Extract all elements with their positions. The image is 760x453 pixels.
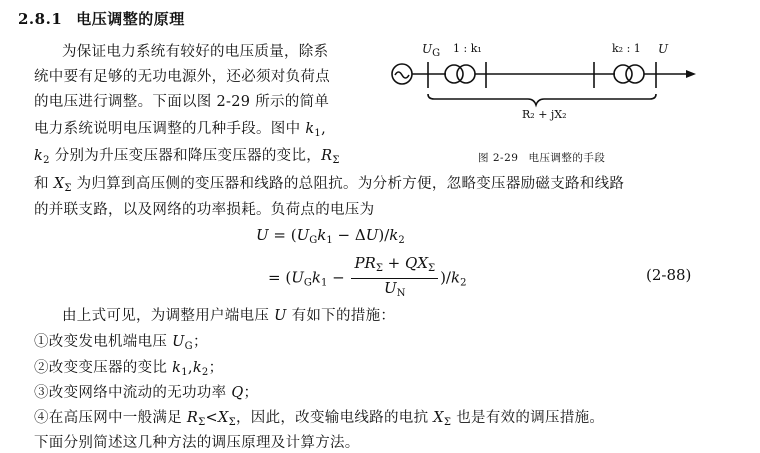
para1-line-7: 的并联支路，以及网络的功率损耗。负荷点的电压为 xyxy=(34,202,375,218)
label-ug: $U_G$ xyxy=(422,42,441,59)
impedance-brace xyxy=(428,94,656,105)
figure-caption xyxy=(478,150,615,165)
symbol-k2: $k_2$ xyxy=(34,148,50,166)
para1-line-1: 为保证电力系统有较好的电压质量，除系 xyxy=(62,44,329,60)
caption-text: 电压调整的手段 xyxy=(528,152,606,164)
label-ratio-2: k₂ : 1 xyxy=(612,42,641,55)
equation-fraction: $\frac{PR_\Sigma + QX_\Sigma}{U_N}$ xyxy=(351,254,438,303)
equation-number: (2-88) xyxy=(646,266,692,284)
para1-line-4-text: 电力系统说明电压调整的几种手段。图中 xyxy=(34,121,301,137)
label-impedance: R₂ + jX₂ xyxy=(522,108,567,121)
para1-line-4: 电力系统说明电压调整的几种手段。图中 $k_1$, xyxy=(34,121,327,139)
equation-line-2: = ($U_Gk_1$ − $\frac{PR_\Sigma + QX_\Sigma}{U_N}$ )$/k_2$ xyxy=(268,254,466,303)
para1-line-2: 统中要有足够的无功电源外，还必须对负荷点 xyxy=(34,69,330,85)
equation-line-1: $U = (U_Gk_1 - \Delta U)/k_2$ xyxy=(256,226,405,246)
para1-line-5-text: 分别为升压变压器和降压变压器的变比， xyxy=(54,148,322,164)
para1-line-3: 的电压进行调整。下面以图 2-29 所示的简单 xyxy=(34,94,330,110)
measure-3: ③改变网络中流动的无功功率 Q； xyxy=(34,385,259,401)
measure-4: ④在高压网中一般满足 $R_\Sigma<X_\Sigma$，因此，改变输电线路的电抗 $X_\Sigma$ 也是有效的调压措施。 xyxy=(34,410,605,428)
para1-line-6: 和 $X_\Sigma$ 为归算到高压侧的变压器和线路的总阻抗。为分析方便，忽略变压器励磁支路和线路 xyxy=(34,176,625,194)
symbol-x-sigma: $X_\Sigma$ xyxy=(53,176,72,194)
caption-number: 图 2-29 xyxy=(478,152,519,164)
label-ratio-1: 1 : k₁ xyxy=(453,42,482,55)
transformer1-coil-b xyxy=(457,65,475,83)
section-title: 电压调整的原理 xyxy=(76,10,185,28)
load-arrow-icon xyxy=(686,70,696,78)
section-number: 2.8.1 xyxy=(18,10,63,28)
symbol-r-sigma: $R_\Sigma$ xyxy=(321,148,340,166)
generator-wave xyxy=(395,72,409,78)
measure-1: ①改变发电机端电压 $U_G$； xyxy=(34,334,208,352)
transformer2-coil-b xyxy=(626,65,644,83)
closing-line: 下面分别简述这几种方法的调压原理及计算方法。 xyxy=(34,435,360,451)
para1-line-6-text: 为归算到高压侧的变压器和线路的总阻抗。为分析方便，忽略变压器励磁支路和线路 xyxy=(76,176,625,192)
label-u: U xyxy=(658,42,669,56)
symbol-k1: $k_1$ xyxy=(305,121,322,139)
para2-line: 由上式可见，为调整用户端电压 U 有如下的措施： xyxy=(62,308,396,324)
measure-2: ②改变变压器的变比 $k_1,k_2$； xyxy=(34,360,224,378)
